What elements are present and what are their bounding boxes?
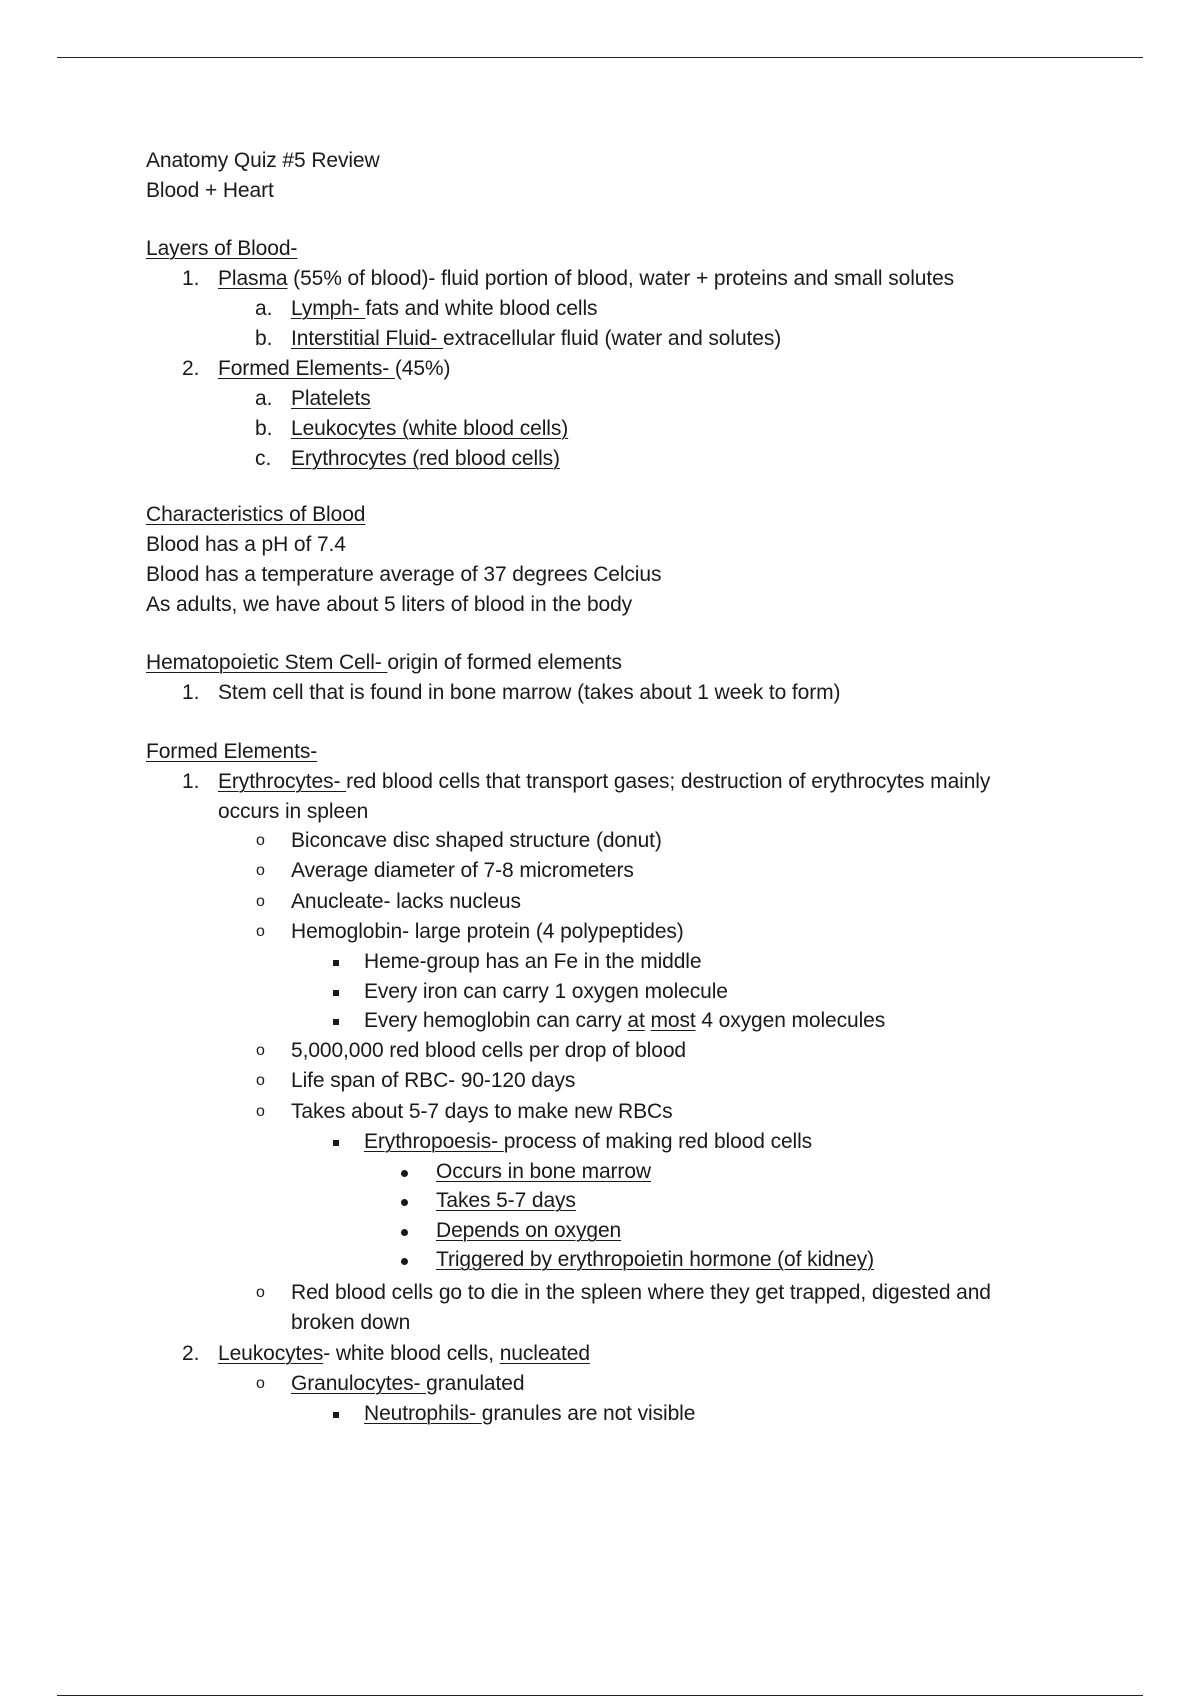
list-item	[291, 326, 781, 352]
doc-title: Anatomy Quiz #5 Review	[146, 149, 380, 172]
list-item: 5,000,000 red blood cells per drop of blood	[291, 1039, 686, 1062]
term: Granulocytes-	[291, 1372, 427, 1395]
term: Formed Elements-	[218, 357, 395, 380]
list-item: Anucleate- lacks nucleus	[291, 890, 521, 913]
list-number: 2.	[182, 1342, 200, 1365]
term: Interstitial Fluid-	[291, 327, 444, 350]
circle-bullet-icon: o	[256, 1103, 265, 1120]
term: Leukocytes	[218, 1342, 324, 1365]
list-letter: b.	[255, 327, 273, 350]
list-item: Leukocytes (white blood cells)	[291, 417, 569, 440]
list-number: 1.	[182, 681, 200, 704]
list-item	[218, 356, 450, 382]
desc: origin of formed elements	[387, 651, 622, 674]
list-letter: c.	[255, 447, 272, 470]
emphasis: nucleated	[499, 1342, 590, 1365]
desc: - white blood cells,	[323, 1342, 500, 1365]
list-letter: a.	[255, 297, 273, 320]
list-item: Hemoglobin- large protein (4 polypeptides)	[291, 920, 684, 943]
characteristics-heading: Characteristics of Blood	[146, 503, 366, 526]
list-number: 1.	[182, 267, 200, 290]
circle-bullet-icon: o	[256, 893, 265, 910]
list-item	[291, 1371, 524, 1397]
list-item: Life span of RBC- 90-120 days	[291, 1069, 576, 1092]
circle-bullet-icon: o	[256, 1375, 265, 1392]
dot-bullet-icon	[401, 1199, 408, 1206]
square-bullet-icon	[333, 960, 339, 966]
desc: fats and white blood cells	[365, 297, 598, 320]
term: Erythropoesis-	[364, 1130, 504, 1153]
list-item: Depends on oxygen	[436, 1219, 622, 1242]
desc: red blood cells that transport gases; destruction of erythrocytes mainly	[346, 770, 991, 793]
list-item: Stem cell that is found in bone marrow (takes about 1 week to form)	[218, 681, 841, 704]
term: Plasma	[218, 267, 288, 290]
desc: granulated	[426, 1372, 525, 1395]
list-item: Triggered by erythropoietin hormone (of kidney)	[436, 1248, 875, 1271]
list-item: Average diameter of 7-8 micrometers	[291, 859, 634, 882]
layers-heading: Layers of Blood-	[146, 237, 298, 260]
list-number: 1.	[182, 770, 200, 793]
list-letter: b.	[255, 417, 273, 440]
doc-subtitle: Blood + Heart	[146, 179, 274, 202]
square-bullet-icon	[333, 990, 339, 996]
term: Neutrophils-	[364, 1402, 482, 1425]
top-rule	[57, 57, 1143, 58]
dot-bullet-icon	[401, 1258, 408, 1265]
square-bullet-icon	[333, 1019, 339, 1025]
list-item-continued: broken down	[291, 1311, 411, 1334]
list-item-continued: occurs in spleen	[218, 800, 369, 823]
list-item: Takes 5-7 days	[436, 1189, 576, 1212]
list-item: Red blood cells go to die in the spleen where they get trapped, digested and	[291, 1281, 991, 1304]
emphasis: most	[650, 1009, 696, 1032]
list-item: Erythrocytes (red blood cells)	[291, 447, 560, 470]
list-item: Occurs in bone marrow	[436, 1160, 651, 1183]
emphasis: at	[627, 1009, 645, 1032]
circle-bullet-icon: o	[256, 832, 265, 849]
circle-bullet-icon: o	[256, 923, 265, 940]
list-number: 2.	[182, 357, 200, 380]
list-item	[291, 296, 597, 322]
bottom-rule	[57, 1695, 1143, 1696]
term: Erythrocytes-	[218, 770, 347, 793]
circle-bullet-icon: o	[256, 1284, 265, 1301]
term: Hematopoietic Stem Cell-	[146, 651, 388, 674]
list-item	[218, 266, 954, 292]
text: 4 oxygen molecules	[695, 1009, 886, 1032]
square-bullet-icon	[333, 1140, 339, 1146]
formed-heading: Formed Elements-	[146, 740, 318, 763]
hematopoietic-heading	[146, 650, 622, 676]
text-line: Blood has a temperature average of 37 degrees Celcius	[146, 563, 662, 586]
list-item	[218, 1341, 590, 1367]
circle-bullet-icon: o	[256, 862, 265, 879]
dot-bullet-icon	[401, 1229, 408, 1236]
list-item	[364, 1401, 695, 1427]
dot-bullet-icon	[401, 1170, 408, 1177]
text-line: Blood has a pH of 7.4	[146, 533, 346, 556]
desc: process of making red blood cells	[503, 1130, 813, 1153]
term: Lymph-	[291, 297, 366, 320]
list-item	[218, 769, 990, 795]
list-letter: a.	[255, 387, 273, 410]
desc: (55% of blood)- fluid portion of blood, water + proteins and small solutes	[287, 267, 955, 290]
list-item: Takes about 5-7 days to make new RBCs	[291, 1100, 673, 1123]
list-item: Heme-group has an Fe in the middle	[364, 950, 702, 973]
list-item: Biconcave disc shaped structure (donut)	[291, 829, 662, 852]
text: Every hemoglobin can carry	[364, 1009, 628, 1032]
text-line: As adults, we have about 5 liters of blood in the body	[146, 593, 633, 616]
list-item: Platelets	[291, 387, 371, 410]
desc: extracellular fluid (water and solutes)	[443, 327, 782, 350]
list-item	[364, 1129, 812, 1155]
desc: granules are not visible	[481, 1402, 696, 1425]
square-bullet-icon	[333, 1412, 339, 1418]
desc: (45%)	[394, 357, 451, 380]
circle-bullet-icon: o	[256, 1072, 265, 1089]
list-item	[364, 1008, 885, 1034]
list-item: Every iron can carry 1 oxygen molecule	[364, 980, 728, 1003]
circle-bullet-icon: o	[256, 1042, 265, 1059]
